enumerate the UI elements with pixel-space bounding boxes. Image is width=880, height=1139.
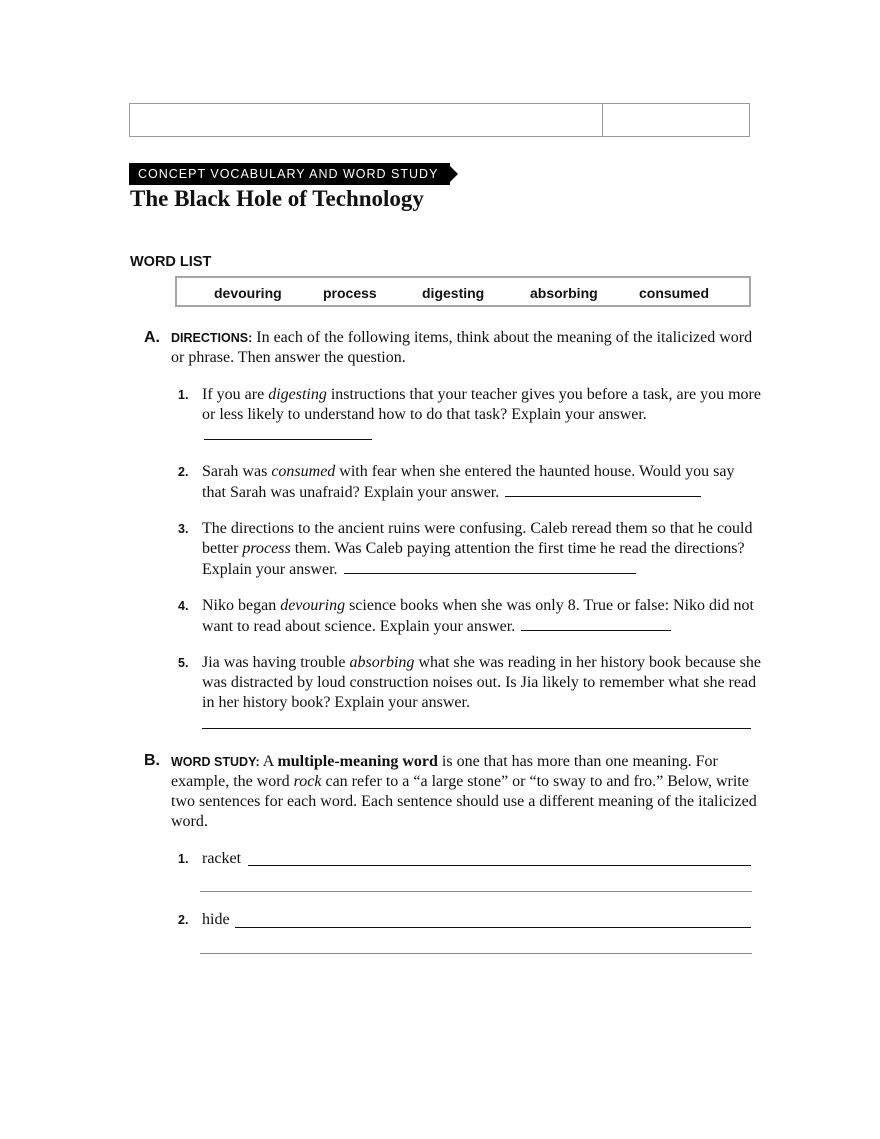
word-list-box [175,276,751,307]
section-b-letter: B. [144,752,160,769]
vocab-word: consumed [271,463,336,480]
question-1: If you are digesting instructions that your teacher gives you before a task, are you more or less likely to understand how to do that task? Explain your answer. [202,385,762,446]
item-number: 3. [178,522,189,536]
answer-blank[interactable] [204,425,372,440]
word-list-item: consumed [639,285,710,301]
answer-line[interactable] [248,865,751,866]
banner-label: CONCEPT VOCABULARY AND WORD STUDY [129,163,450,185]
study-word: racket [202,850,242,867]
answer-blank[interactable] [505,482,701,497]
answer-line[interactable] [202,728,751,729]
section-b-directions: WORD STUDY: A multiple-meaning word is one that has more than one meaning. For example, the word rock can refer to a “a large stone” or “to sway to and fro.” Below, write two sentences for each word. Each sentence should use a different meaning of the italicized word. [171,753,757,830]
study-word: hide [202,911,230,928]
page-title: The Black Hole of Technology [130,186,424,211]
vocab-word: process [242,540,291,557]
section-a-directions [171,328,761,368]
bold-term: multiple-meaning word [277,753,438,770]
vocab-word: devouring [280,597,346,614]
answer-line[interactable] [235,927,751,928]
word-list-item: absorbing [530,285,598,301]
word-study-2 [202,910,230,930]
section-banner [129,163,450,185]
example-word: rock [293,773,322,790]
word-study-1 [202,849,241,869]
question-4: Niko began devouring science books when she was only 8. True or false: Niko did not want to read about science. Explain your answer. [202,597,754,635]
word-list-item: process [323,285,377,301]
question-5: Jia was having trouble absorbing what she was reading in her history book because she was distracted by loud construction noises out. Is Jia likely to remember what she read in her history book? Explain your answer. [202,654,762,711]
item-number: 2. [178,465,189,479]
vocab-word: digesting [268,386,327,403]
name-date-divider [602,104,603,136]
word-list-label: WORD LIST [130,254,212,270]
answer-blank[interactable] [521,616,671,631]
answer-blank[interactable] [344,559,636,574]
name-date-box [129,103,750,137]
item-number: 1. [178,388,189,402]
question-3: The directions to the ancient ruins were confusing. Caleb reread them so that he could better process them. Was Caleb paying attention the first time he read the directions? Explain your answer. [202,520,753,578]
directions-text: In each of the following items, think about the meaning of the italicized word or phrase. Then answer the question. [171,329,753,366]
answer-line[interactable] [200,891,752,892]
word-list-item: digesting [422,285,485,301]
vocab-word: absorbing [349,654,415,671]
question-2: Sarah was consumed with fear when she entered the haunted house. Would you say that Sarah was unafraid? Explain your answer. [202,463,735,501]
item-number: 5. [178,656,189,670]
banner-arrow-icon [450,166,458,182]
item-number: 1. [178,852,189,866]
directions-label: DIRECTIONS: [171,331,253,345]
section-a-letter: A. [144,329,160,346]
word-list-item: devouring [214,285,282,301]
item-number: 4. [178,599,189,613]
answer-line[interactable] [200,953,752,954]
item-number: 2. [178,913,189,927]
word-study-label: WORD STUDY: [171,755,260,769]
